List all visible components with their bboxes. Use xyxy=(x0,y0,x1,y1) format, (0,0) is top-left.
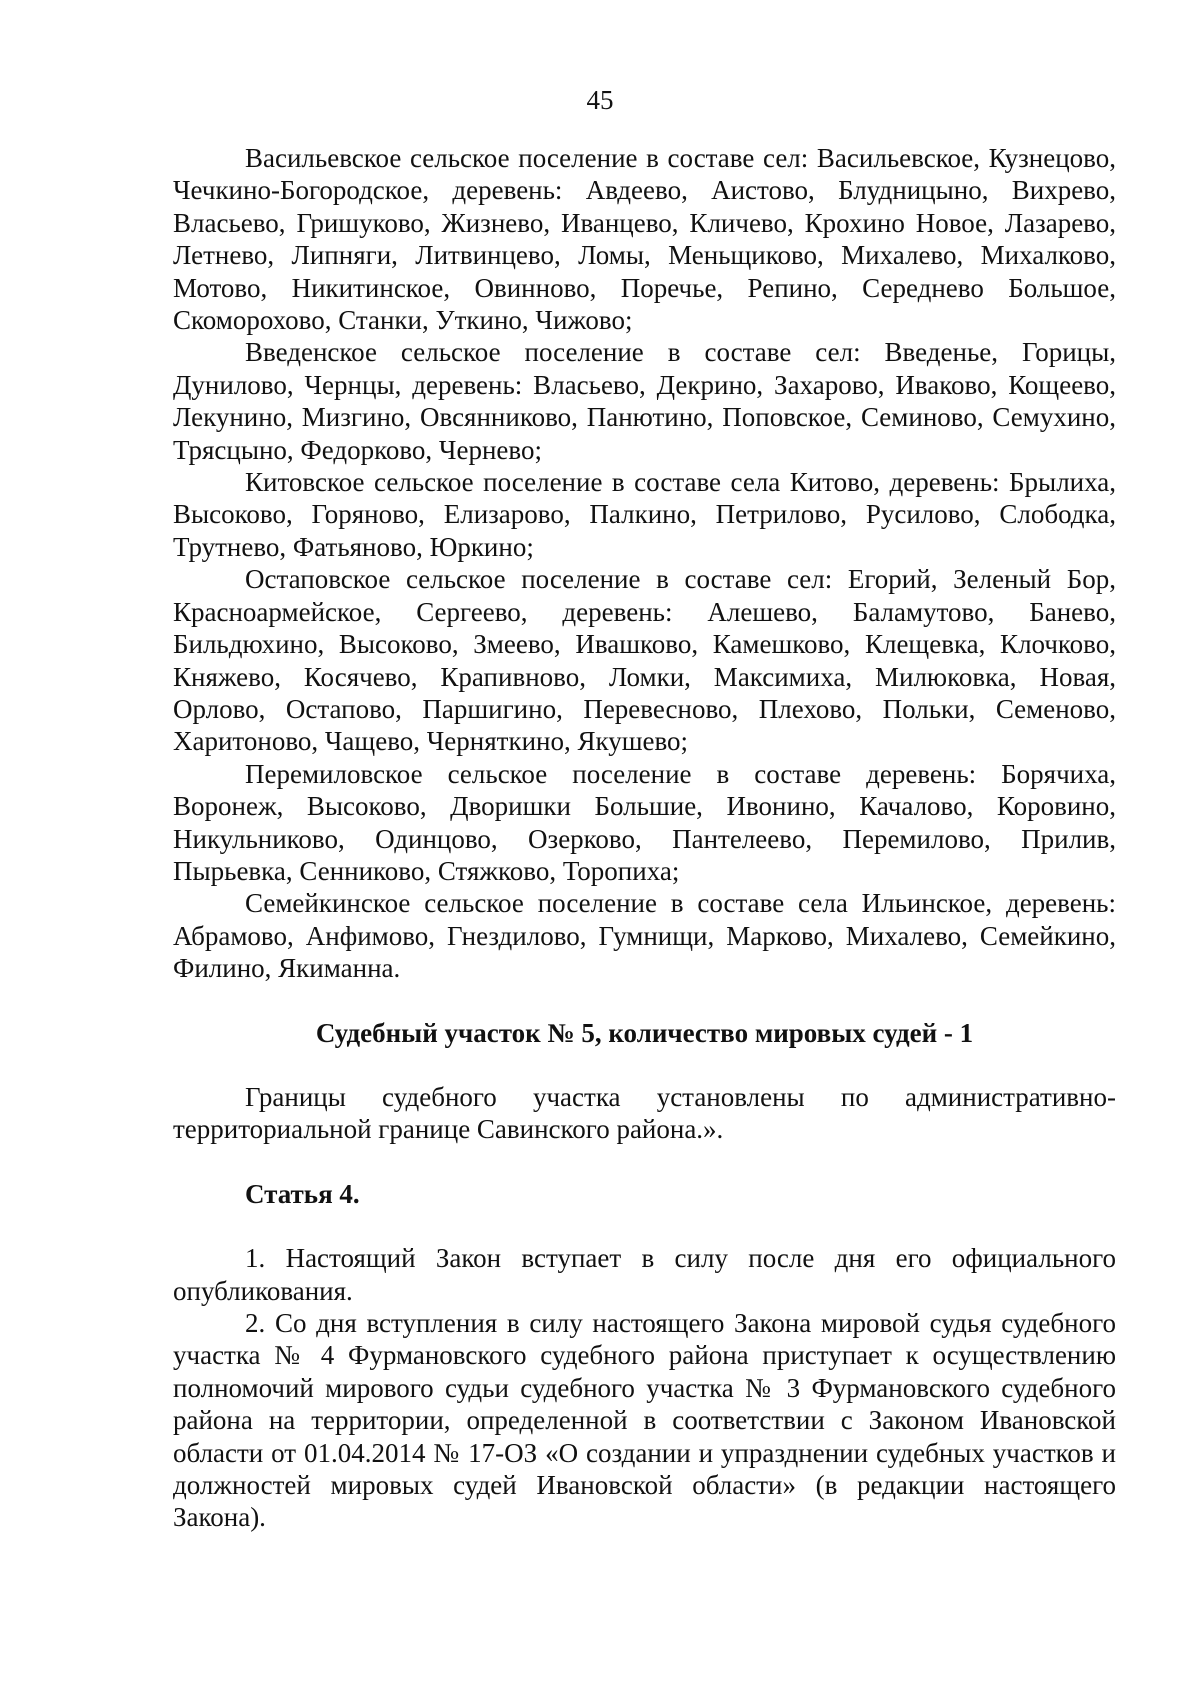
paragraph-kitovskoe: Китовское сельское поселение в составе села Китово, деревень: Брылиха, Высоково, Горяново, Елизарово, Палкино, Петрилово, Русилово, Слободка, Трутнево, Фатьяново, Юркино; xyxy=(173,467,1116,562)
article-item-1: 1. Настоящий Закон вступает в силу после дня его официального опубликования. xyxy=(173,1243,1116,1306)
paragraph-peremilovskoe: Перемиловское сельское поселение в составе деревень: Борячиха, Воронеж, Высоково, Дворишки Большие, Ивонино, Качалово, Коровино, Никульниково, Одинцово, Озерково, Пантелеево, Перемилово, Прилив, Пырьевка, Сенниково, Стяжково, Торопиха; xyxy=(173,758,1116,886)
paragraph-vvedenskoe: Введенское сельское поселение в составе сел: Введенье, Горицы, Дунилово, Чернцы, деревень: Власьево, Декрино, Захарово, Иваково, Кощеево, Лекунино, Мизгино, Овсянниково, Панютино, Поповское, Семиново, Семухино, Трясцыно, Федорково, Чернево; xyxy=(173,337,1116,465)
paragraph-vasilevskoe: Васильевское сельское поселение в составе сел: Васильевское, Кузнецово, Чечкино-Богородское, деревень: Авдеево, Аистово, Блудницыно, Вихрево, Власьево, Гришуково, Жизнево, Иванцево, Кличево, Крохино Новое, Лазарево, Летнево, Липняги, Литвинцево, Ломы, Меньщиково, Михалево, Михалково, Мотово, Никитинское, Овинново, Поречье, Репино, Середнево Большое, Скоморохово, Станки, Уткино, Чижово; xyxy=(173,143,1116,336)
spacer xyxy=(173,1049,1116,1081)
spacer xyxy=(173,1210,1116,1242)
paragraph-semeykinskoe: Семейкинское сельское поселение в составе села Ильинское, деревень: Абрамово, Анфимово, Гнездилово, Гумнищи, Марково, Михалево, Семейкино, Филино, Якиманна. xyxy=(173,888,1116,984)
spacer xyxy=(173,1146,1116,1178)
paragraph-boundary: Границы судебного участка установлены по административно-территориальной границе Савинского района.». xyxy=(173,1081,1116,1145)
section-heading: Судебный участок № 5, количество мировых судей - 1 xyxy=(315,1017,974,1048)
page-number: 45 xyxy=(586,85,614,115)
article-item-2: 2. Со дня вступления в силу настоящего Закона мировой судья судебного участка № 4 Фурмановского судебного района приступает к осуществлению полномочий мирового судьи судебного участка № 3 Фурмановского судебного района на территории, определенной в соответствии с Законом Ивановской области от 01.04.2014 № 17-ОЗ «О создании и упразднении судебных участков и должностей мировых судей Ивановской области» (в редакции настоящего Закона). xyxy=(173,1308,1116,1533)
document-body xyxy=(173,142,1116,1534)
spacer xyxy=(173,985,1116,1017)
paragraph-ostapovskoe: Остаповское сельское поселение в составе сел: Егорий, Зеленый Бор, Красноармейское, Сергеево, деревень: Алешево, Баламутово, Банево, Бильдюхино, Высоково, Змеево, Ивашково, Камешково, Клещевка, Клочково, Княжево, Косячево, Крапивново, Ломки, Максимиха, Милюковка, Новая, Орлово, Остапово, Паршигино, Перевесново, Плехово, Польки, Семеново, Харитоново, Чащево, Черняткино, Якушево; xyxy=(173,564,1116,757)
article-title: Статья 4. xyxy=(245,1178,360,1209)
